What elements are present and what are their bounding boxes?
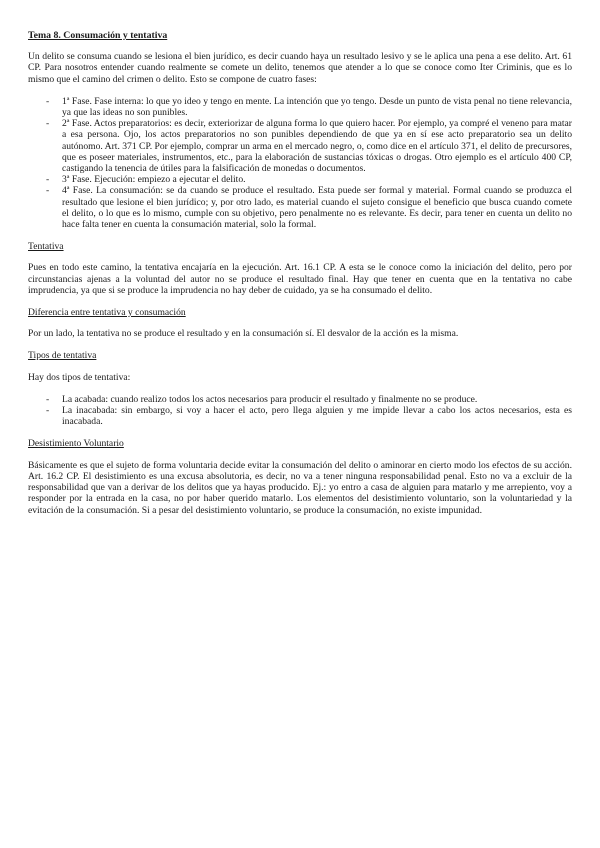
tipo-acabada-text: La acabada: cuando realizo todos los actos necesarios para producir el resultado y finalmente no se produce. [62, 393, 478, 405]
bullet-dash: - [46, 393, 50, 405]
bullet-dash: - [46, 185, 50, 197]
desistimiento-heading: Desistimiento Voluntario [28, 438, 124, 450]
phase-4-text: 4ª Fase. La consumación: se da cuando se produce el resultado. Esta puede ser formal y material. Formal cuando se produzca el resultado que lesione el bien jurídico; y, por otro lado, es material cuando el sujeto consigue el beneficio que busca cuando comete el delito, o lo que es lo mismo, cumple con su objetivo, pero penalmente no es relevante. Es decir, para tener en cuenta un delito no hace falta tener en cuenta la consumación material, solo la formal. [62, 185, 572, 231]
list-item [28, 118, 572, 174]
tipo-inacabada-text: La inacabada: sin embargo, si voy a hacer el acto, pero llega alguien y me impide llevar a cabo los actos necesarios, esta es inacabada. [62, 405, 572, 428]
list-item [28, 394, 572, 405]
list-item [28, 405, 572, 427]
bullet-dash: - [46, 118, 50, 130]
desistimiento-paragraph: Básicamente es que el sujeto de forma voluntaria decide evitar la consumación del delito o aminorar en cierto modo los efectos de su acción. Art. 16.2 CP. El desistimiento es una excusa absolutoria, es decir, no va a tener ninguna responsabilidad penal. Esto no va a excluir de la responsabilidad que van a derivar de los delitos que ya hayas producido. Ej.: yo entro a casa de alguien para matarlo y me arrepiento, voy a responder por la entrada en la casa, no por haber querido matarlo. Los elementos del desistimiento voluntario, son la voluntariedad y la evitación de la consumación. Si a pesar del desistimiento voluntario, se produce la consumación, no existe impunidad. [28, 459, 572, 516]
bullet-dash: - [46, 95, 50, 107]
diferencia-paragraph: Por un lado, la tentativa no se produce el resultado y en la consumación sí. El desvalor de la acción es la misma. [28, 328, 459, 340]
list-item [28, 96, 572, 118]
phase-1-text: 1ª Fase. Fase interna: lo que yo ideo y tengo en mente. La intención que yo tengo. Desde un punto de vista penal no tiene relevancia, ya que las ideas no son punibles. [62, 95, 572, 119]
bullet-dash: - [46, 174, 50, 186]
document-title: Tema 8. Consumación y tentativa [28, 30, 168, 41]
diferencia-heading: Diferencia entre tentativa y consumación [28, 307, 186, 319]
phase-3-text: 3ª Fase. Ejecución: empiezo a ejecutar el delito. [62, 174, 246, 186]
tipos-heading: Tipos de tentativa [28, 350, 97, 362]
tentativa-paragraph: Pues en todo este camino, la tentativa encajaría en la ejecución. Art. 16.1 CP. A esta se le conoce como la iniciación del delito, pero por circunstancias ajenas a la voluntad del autor no se produce el resultado final. Hay que tener en cuenta que en la tentativa no cabe imprudencia, ya que si se produce la imprudencia no hay deber de cuidado, ya se ha consumado el delito. [28, 262, 572, 296]
tipos-intro: Hay dos tipos de tentativa: [28, 371, 131, 383]
intro-paragraph: Un delito se consuma cuando se lesiona el bien jurídico, es decir cuando haya un resultado lesivo y se le aplica una pena a ese delito. Art. 61 CP. Para nosotros entender cuando realmente se comete un delito, tenemos que atender a lo que se conoce como Iter Criminis, que es lo mismo que el camino del crimen o delito. Esto se compone de cuatro fases: [28, 51, 572, 85]
tentativa-heading: Tentativa [28, 241, 64, 253]
list-item [28, 185, 572, 230]
bullet-dash: - [46, 405, 50, 417]
tipos-list [28, 394, 572, 428]
phase-2-text: 2ª Fase. Actos preparatorios: es decir, exteriorizar de alguna forma lo que quiero hacer. Por ejemplo, ya compré el veneno para matar a esa persona. Ojo, los actos preparatorios no son punibles dependiendo de que ya en sí ese acto preparatorio sea un delito autónomo. Art. 371 CP. Por ejemplo, comprar un arma en el mercado negro, o, como dice en el artículo 371, el delito de precursores, que es poseer materiales, instrumentos, etc., para la elaboración de sustancias tóxicas o drogas. Otro ejemplo es el artículo 400 CP, castigando la tenencia de útiles para la falsificación de monedas o documentos. [62, 118, 572, 175]
list-item [28, 174, 572, 185]
phases-list [28, 96, 572, 230]
